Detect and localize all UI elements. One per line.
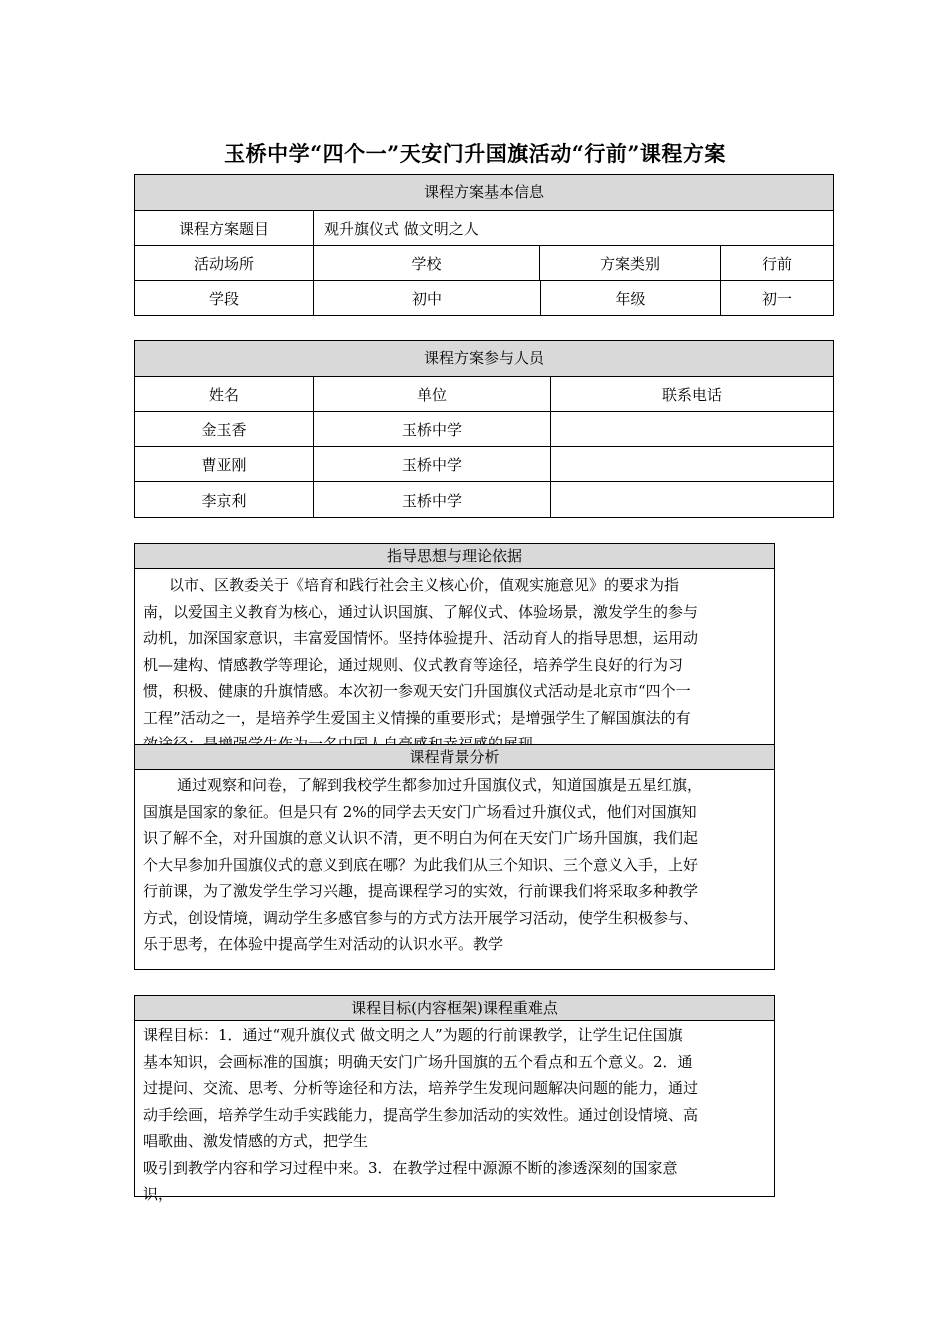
participant-name: 曹亚刚 [201, 456, 247, 474]
topic-label: 课程方案题目 [178, 220, 269, 238]
table-row [135, 446, 833, 482]
table-row [135, 481, 833, 518]
text-line: 唱歌曲、激发情感的方式，把学生 [143, 1132, 369, 1150]
text-line: 个大早参加升国旗仪式的意义到底在哪？为此我们从三个知识、三个意义入手，上好 [143, 855, 699, 874]
text-line: 机—建构、情感教学等理论，通过规则、仪式教育等途径，培养学生良好的行为习 [143, 655, 684, 674]
text-line: 过提问、交流、思考、分析等途径和方法，培养学生发现问题解决问题的能力，通过 [143, 1079, 699, 1097]
text-line: 以市、区教委关于《培育和践行社会主义核心价，值观实施意见》的要求为指 [169, 576, 680, 594]
text-line: 国旗是国家的象征。但是只有 2%的同学去天安门广场看过升旗仪式，他们对国旗知 [143, 802, 697, 821]
participants-table [134, 340, 834, 518]
column-phone: 联系电话 [550, 377, 833, 412]
guiding-header: 指导思想与理论依据 [135, 544, 774, 569]
goals-header: 课程目标(内容框架)课程重难点 [135, 996, 774, 1021]
text-line: 基本知识，会画标准的国旗；明确天安门广场升国旗的五个看点和五个意义。2．通 [143, 1052, 693, 1071]
participant-unit: 玉桥中学 [313, 482, 550, 518]
participants-header: 课程方案参与人员 [135, 341, 833, 377]
column-unit: 单位 [313, 377, 550, 412]
page-title: 玉桥中学“四个一”天安门升国旗活动“行前”课程方案 [224, 141, 726, 166]
grade-label: 年级 [540, 281, 720, 316]
goals-text [143, 1022, 766, 1208]
basic-info-header: 课程方案基本信息 [135, 175, 833, 211]
column-name: 姓名 [208, 386, 239, 404]
participant-phone [550, 482, 833, 518]
text-line: 动机，加深国家意识，丰富爱国情怀。坚持体验提升、活动育人的指导思想，运用动 [143, 629, 699, 647]
stage-label: 学段 [208, 290, 239, 308]
participant-name: 李京利 [201, 491, 247, 510]
text-line: 乐于思考，在体验中提高学生对活动的认识水平。教学 [143, 935, 504, 953]
participant-unit: 玉桥中学 [313, 447, 550, 482]
guiding-background-table [134, 543, 775, 970]
background-header: 课程背景分析 [135, 744, 774, 770]
text-line: 识了解不全，对升国旗的意义认识不清，更不明白为何在天安门广场升国旗，我们起 [143, 829, 699, 847]
participants-column-headers [135, 376, 833, 412]
participant-phone [550, 447, 833, 482]
text-line: 识， [143, 1185, 174, 1203]
goals-section [135, 1020, 774, 1203]
text-line: 工程”活动之一，是培养学生爱国主义情操的重要形式；是增强学生了解国旗法的有 [143, 708, 691, 727]
text-line: 动手绘画，培养学生动手实践能力，提高学生参加活动的实效性。通过创设情境、高 [143, 1105, 699, 1124]
background-text [143, 772, 766, 958]
stage-row [135, 280, 833, 316]
category-value: 行前 [720, 246, 833, 281]
venue-row [135, 245, 833, 281]
text-line: 方式，创设情境，调动学生多感官参与的方式方法开展学习活动，使学生积极参与、 [143, 908, 699, 927]
participant-unit: 玉桥中学 [313, 412, 550, 447]
grade-value: 初一 [720, 281, 833, 316]
text-line: 通过观察和问卷，了解到我校学生都参加过升国旗仪式，知道国旗是五星红旗， [177, 776, 703, 794]
guiding-section [135, 568, 774, 744]
topic-row [135, 210, 833, 246]
venue-label: 活动场所 [193, 255, 254, 273]
background-section [135, 769, 774, 970]
stage-value: 初中 [313, 281, 540, 316]
text-line: 课程目标：1．通过“观升旗仪式 做文明之人”为题的行前课教学，让学生记住国旗 [143, 1026, 683, 1044]
goals-table [134, 995, 775, 1203]
text-line: 吸引到教学内容和学习过程中来。3．在教学过程中源源不断的渗透深刻的国家意 [143, 1158, 678, 1177]
category-label: 方案类别 [539, 246, 720, 281]
venue-value: 学校 [313, 246, 539, 281]
text-line: 南，以爱国主义教育为核心，通过认识国旗、了解仪式、体验场景，激发学生的参与 [143, 602, 699, 621]
participant-phone [550, 412, 833, 447]
topic-value: 观升旗仪式 做文明之人 [313, 211, 833, 246]
participant-name: 金玉香 [201, 421, 247, 439]
guiding-text [143, 572, 766, 758]
basic-info-table [134, 174, 834, 316]
text-line: 行前课，为了激发学生学习兴趣，提高课程学习的实效，行前课我们将采取多种教学 [143, 882, 699, 900]
text-line: 惯，积极、健康的升旗情感。本次初一参观天安门升国旗仪式活动是北京市“四个一 [143, 682, 691, 700]
table-row [135, 411, 833, 447]
